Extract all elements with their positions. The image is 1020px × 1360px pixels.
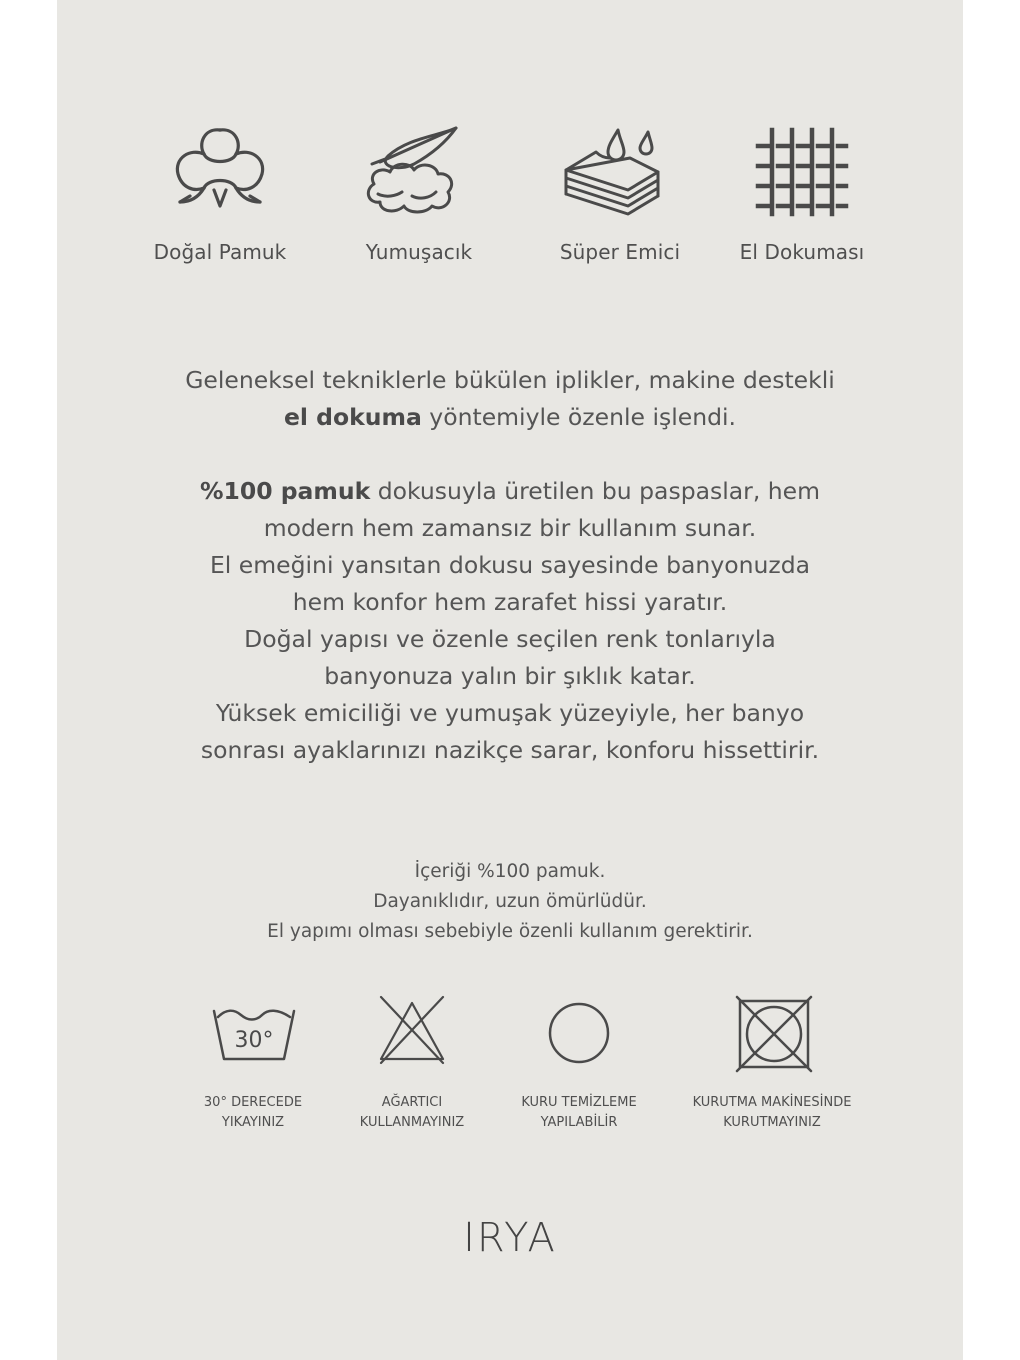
care-label-line: KULLANMAYINIZ [359,1115,465,1130]
info-line: El yapımı olması sebebiyle özenli kullanım gerektirir. [267,921,753,942]
dry-clean-icon [547,995,611,1065]
body-line-1 [0,473,1020,510]
care-label-line: 30° DERECEDE [203,1095,303,1110]
weave-icon [752,122,852,222]
feature-label-handwoven: El Dokuması [739,240,865,264]
intro-paragraph [0,362,1020,436]
care-label-line: KURUTMAYINIZ [723,1115,821,1130]
feature-label-natural-cotton: Doğal Pamuk [153,240,287,264]
feature-label-soft: Yumuşacık [365,240,473,264]
body-line: modern hem zamansız bir kullanım sunar. [263,514,757,542]
body-line: banyonuza yalın bir şıklık katar. [324,662,696,690]
body-line: Yüksek emiciliği ve yumuşak yüzeyiyle, her banyo [215,699,805,727]
body-line: El emeğini yansıtan dokusu sayesinde banyonuzda [209,551,811,579]
feather-cloud-icon [358,122,462,218]
brand-logo: IRYA [463,1215,557,1261]
care-label-dry-clean [469,1093,689,1133]
absorbent-layers-icon [560,122,664,218]
body-line: sonrası ayaklarınızı nazikçe sarar, konforu hissettirir. [200,736,820,764]
product-info [0,857,1020,947]
body-line: Doğal yapısı ve özenle seçilen renk tonlarıyla [244,625,776,653]
care-label-line: YAPILABİLİR [540,1115,618,1130]
care-label-line: KURUTMA MAKİNESİNDE [692,1095,852,1110]
body-line: hem konfor hem zarafet hissi yaratır. [292,588,728,616]
care-label-line: YIKAYINIZ [221,1115,285,1130]
intro-line-1: Geleneksel tekniklerle bükülen iplikler, makine destekli [185,366,835,394]
intro-bold: el dokuma [283,403,422,431]
info-line: Dayanıklıdır, uzun ömürlüdür. [373,891,647,912]
feature-label-super-absorbent: Süper Emici [559,240,681,264]
intro-line-2 [0,399,1020,436]
cotton-icon [168,122,272,218]
wash-temperature-text: 30° [234,1028,274,1053]
body-bold: %100 pamuk [199,477,371,505]
intro-line-2-rest: yöntemiyle özenle işlendi. [421,403,737,431]
no-bleach-icon [377,995,447,1065]
care-label-no-tumble-dry [662,1093,882,1133]
body-paragraph [0,473,1020,769]
wash-30-icon [210,995,298,1065]
info-line: İçeriği %100 pamuk. [414,861,606,882]
care-label-line: KURU TEMİZLEME [521,1095,637,1110]
no-tumble-dry-icon [735,995,813,1073]
body-line-1-rest: dokusuyla üretilen bu paspaslar, hem [370,477,821,505]
care-label-line: AĞARTICI [381,1095,443,1110]
